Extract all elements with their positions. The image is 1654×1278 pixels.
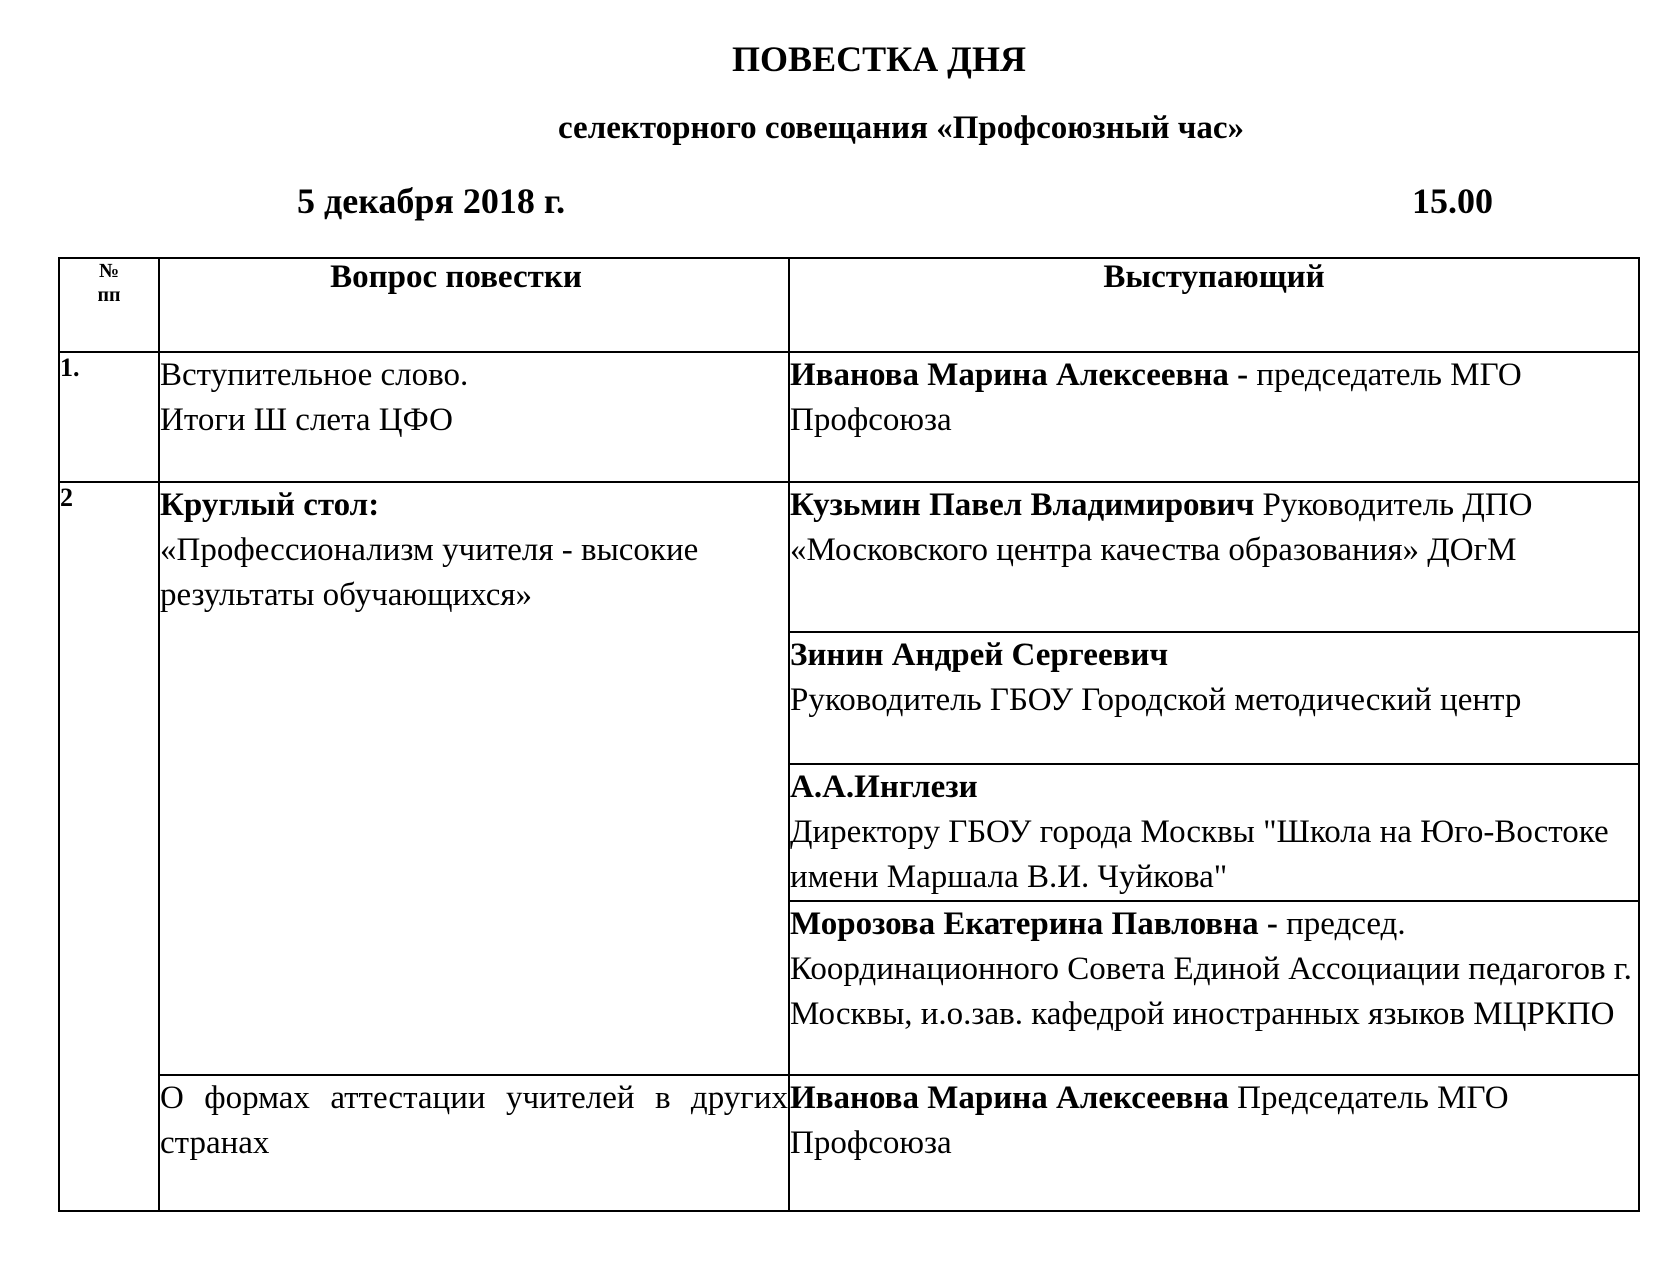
question-cell (159, 352, 789, 482)
page-subtitle (0, 110, 1654, 147)
question-text: «Профессионализм учителя - высокие результаты обучающихся» (160, 532, 699, 613)
speaker-role: председ. Координационного Совета Единой Ассоциации педагогов г. Москвы, и.о.зав. кафедрой иностранных языков МЦРКПО (790, 906, 1632, 1032)
question-heading: Круглый стол: (160, 487, 380, 523)
speaker-name: А.А.Инглези (790, 769, 978, 805)
speaker-role: Директору ГБОУ города Москвы "Школа на Юго-Востоке имени Маршала В.И. Чуйкова" (790, 814, 1609, 895)
agenda-table (58, 257, 1640, 1212)
header-question-text: Вопрос повестки (330, 259, 582, 295)
page-title-text: ПОВЕСТКА ДНЯ (732, 39, 1026, 79)
table-row (59, 352, 1639, 482)
speaker-cell (789, 632, 1639, 764)
header-speaker: Выступающий (789, 258, 1639, 352)
speaker-role: Председатель МГО Профсоюза (790, 1080, 1509, 1161)
header-number-line1: № (98, 260, 120, 282)
row-number: 1. (59, 352, 159, 482)
header-number-line2: пп (97, 284, 121, 306)
meeting-time: 15.00 (1412, 181, 1493, 221)
speaker-role: председатель МГО Профсоюза (790, 357, 1522, 438)
row-number: 2 (59, 482, 159, 1211)
speaker-name: Кузьмин Павел Владимирович (790, 487, 1255, 523)
table-row (59, 1075, 1639, 1211)
header-number (59, 258, 159, 352)
table-row (59, 482, 1639, 632)
question-line: Вступительное слово. (160, 357, 469, 393)
question-line: Итоги Ш слета ЦФО (160, 402, 453, 438)
page-title (0, 38, 1654, 80)
page-subtitle-text: селекторного совещания «Профсоюзный час» (558, 110, 1244, 146)
question-cell (159, 482, 789, 1075)
speaker-name: Морозова Екатерина Павловна - (790, 906, 1278, 942)
speaker-name: Зинин Андрей Сергеевич (790, 637, 1169, 673)
speaker-role: Руководитель ДПО «Московского центра качества образования» ДОгМ (790, 487, 1533, 568)
speaker-cell (789, 352, 1639, 482)
speaker-cell (789, 901, 1639, 1075)
speaker-cell (789, 482, 1639, 632)
speaker-name: Иванова Марина Алексеевна (790, 1080, 1229, 1116)
speaker-role: Руководитель ГБОУ Городской методический центр (790, 682, 1522, 718)
question-cell: О формах аттестации учителей в других странах (159, 1075, 789, 1211)
table-header-row (59, 258, 1639, 352)
header-question (159, 258, 789, 352)
speaker-cell (789, 1075, 1639, 1211)
speaker-name: Иванова Марина Алексеевна - (790, 357, 1249, 393)
speaker-cell (789, 764, 1639, 901)
meeting-date: 5 декабря 2018 г. (297, 181, 566, 221)
